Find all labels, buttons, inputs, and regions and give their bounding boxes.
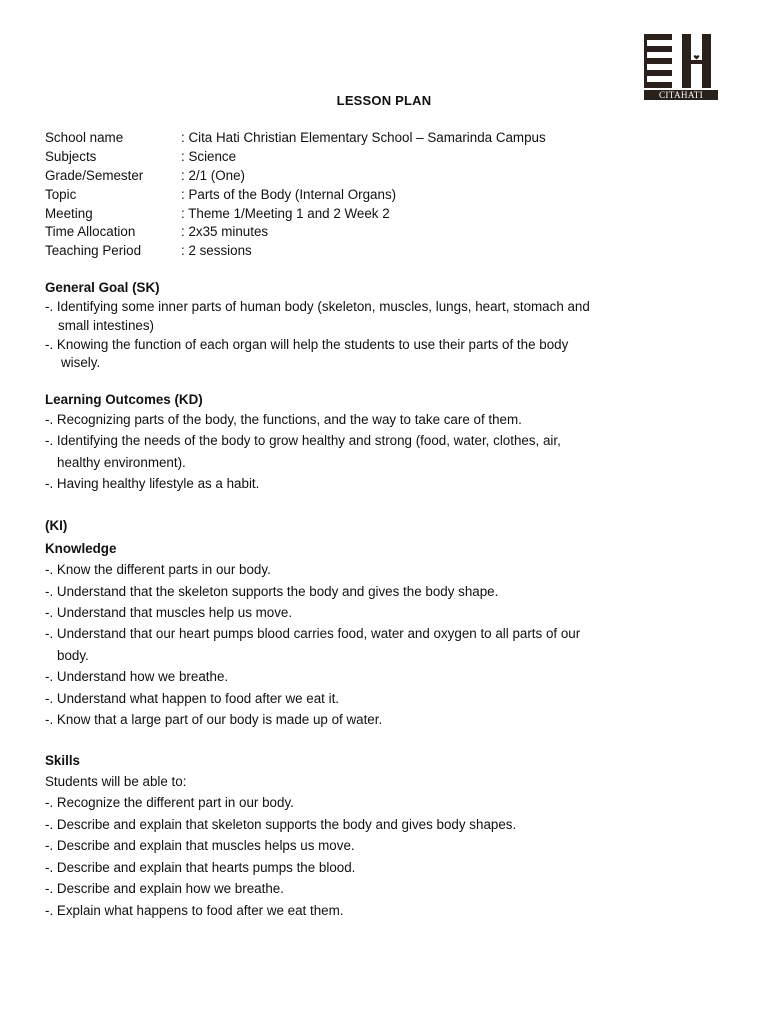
knowledge-item: -. Understand that the skeleton supports the body and gives the body shape. xyxy=(45,584,499,599)
knowledge-item: -. Understand what happen to food after we eat it. xyxy=(45,691,340,706)
info-value: : Science xyxy=(181,148,237,164)
info-row xyxy=(45,223,546,242)
info-table xyxy=(45,129,546,261)
general-goal-item: -. Knowing the function of each organ will help the students to use their parts of the body xyxy=(45,337,569,352)
general-goal-item-cont: wisely. xyxy=(61,355,101,370)
skill-item: -. Describe and explain that hearts pumps the blood. xyxy=(45,860,356,875)
ki-heading: (KI) xyxy=(45,518,68,533)
info-label: Topic xyxy=(45,186,77,202)
knowledge-item: -. Know that a large part of our body is made up of water. xyxy=(45,712,383,727)
info-value: : Theme 1/Meeting 1 and 2 Week 2 xyxy=(181,205,390,221)
learning-outcome-item: -. Identifying the needs of the body to grow healthy and strong (food, water, clothes, air, xyxy=(45,433,561,448)
skill-item: -. Describe and explain how we breathe. xyxy=(45,881,284,896)
info-label: Teaching Period xyxy=(45,243,142,259)
knowledge-item: -. Understand how we breathe. xyxy=(45,669,229,684)
learning-outcome-item-cont: healthy environment). xyxy=(57,455,186,470)
page-title: LESSON PLAN xyxy=(336,93,432,108)
info-label: School name xyxy=(45,130,124,145)
skill-item: -. Explain what happens to food after we eat them. xyxy=(45,903,344,918)
info-row xyxy=(45,186,546,205)
knowledge-heading: Knowledge xyxy=(45,541,117,556)
info-value: : 2/1 (One) xyxy=(181,167,246,183)
info-row xyxy=(45,148,546,167)
general-goal-item: -. Identifying some inner parts of human body (skeleton, muscles, lungs, heart, stomach and xyxy=(45,299,590,314)
knowledge-item: -. Understand that muscles help us move. xyxy=(45,605,293,620)
general-goal-heading: General Goal (SK) xyxy=(45,280,160,295)
info-row xyxy=(45,129,546,148)
skill-item: -. Describe and explain that muscles helps us move. xyxy=(45,838,355,853)
info-label: Time Allocation xyxy=(45,224,136,240)
skills-heading: Skills xyxy=(45,753,80,768)
info-value: : 2x35 minutes xyxy=(181,224,269,240)
info-value: : 2 sessions xyxy=(181,243,252,259)
skill-item: -. Recognize the different part in our body. xyxy=(45,795,294,810)
learning-outcome-item: -. Having healthy lifestyle as a habit. xyxy=(45,476,260,491)
knowledge-item: -. Know the different parts in our body. xyxy=(45,562,271,577)
info-label: Subjects xyxy=(45,148,97,164)
info-value: : Cita Hati Christian Elementary School – Samarinda Campus xyxy=(181,130,546,145)
info-row xyxy=(45,242,546,261)
info-row xyxy=(45,205,546,224)
general-goal-item-cont: small intestines) xyxy=(58,318,154,333)
learning-outcomes-heading: Learning Outcomes (KD) xyxy=(45,392,203,407)
skill-item: -. Describe and explain that skeleton supports the body and gives body shapes. xyxy=(45,817,517,832)
info-label: Meeting xyxy=(45,205,93,221)
knowledge-item: -. Understand that our heart pumps blood carries food, water and oxygen to all parts of our xyxy=(45,626,581,641)
learning-outcome-item: -. Recognizing parts of the body, the functions, and the way to take care of them. xyxy=(45,412,522,427)
logo-text: CITAHATI xyxy=(658,90,704,100)
info-label: Grade/Semester xyxy=(45,167,144,183)
knowledge-item-cont: body. xyxy=(57,648,89,663)
citahati-logo xyxy=(644,34,718,100)
info-row xyxy=(45,167,546,186)
skills-intro: Students will be able to: xyxy=(45,774,187,789)
info-value: : Parts of the Body (Internal Organs) xyxy=(181,186,397,202)
